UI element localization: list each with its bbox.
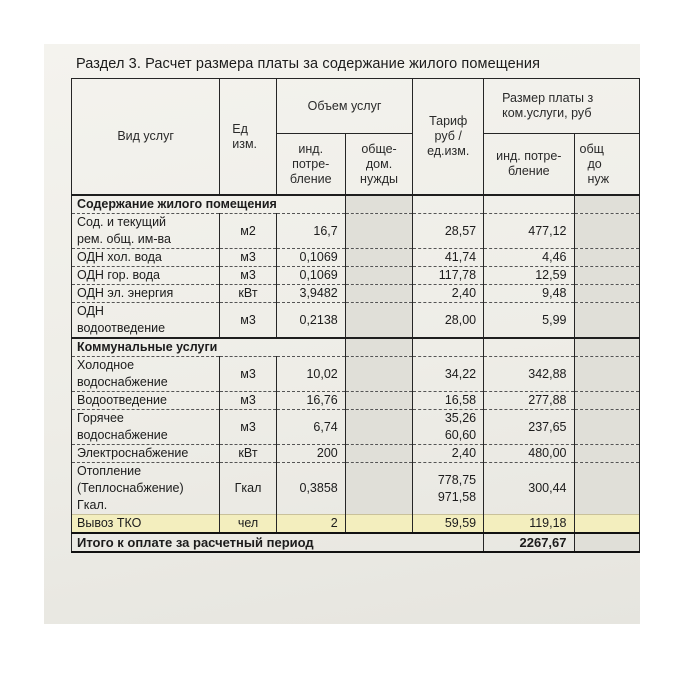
tariff-cell [413, 515, 484, 534]
volume-common-cell [345, 267, 413, 285]
amount-ind-cell: 277,88 [484, 392, 574, 410]
empty-cell [574, 195, 639, 214]
service-name [72, 249, 220, 267]
empty-cell [413, 195, 484, 214]
service-name [72, 285, 220, 303]
volume-common-cell [345, 357, 413, 392]
table-row [72, 249, 640, 267]
tariff-cell-line: 117,78 [438, 268, 477, 282]
volume-ind-cell: 200 [276, 445, 345, 463]
tariff-cell [413, 357, 484, 392]
service-name-line: ОДН хол. вода [77, 250, 162, 264]
service-name-line: Холодное [77, 358, 135, 372]
table-row [72, 445, 640, 463]
header-amount-line: Размер платы з [502, 91, 594, 105]
service-name-line: водоснабжение [77, 375, 168, 389]
tariff-cell-line: 778,75 [437, 472, 477, 487]
tariff-cell-line: 60,60 [444, 428, 477, 442]
unit-cell: м3 [220, 410, 276, 445]
service-name [72, 214, 220, 249]
empty-cell [484, 338, 574, 357]
tariff-cell [413, 410, 484, 445]
service-name-line: рем. общ. им-ва [77, 232, 171, 246]
unit-cell: м3 [220, 303, 276, 339]
header-line: инд. [298, 141, 324, 156]
group-header-row [72, 338, 640, 357]
amount-ind-cell: 4,46 [484, 249, 574, 267]
amount-ind-cell: 480,00 [484, 445, 574, 463]
amount-common-cell [574, 463, 639, 515]
header-line: бление [507, 164, 550, 178]
service-name-line: Электроснабжение [77, 446, 189, 460]
tariff-cell-line: 971,58 [437, 489, 477, 504]
service-name-line: водоотведение [77, 321, 166, 335]
unit-cell: кВт [220, 445, 276, 463]
total-amount: 2267,67 [484, 533, 574, 552]
volume-ind-cell: 0,1069 [276, 267, 345, 285]
table-row [72, 463, 640, 515]
amount-common-cell [574, 214, 639, 249]
unit-cell: м3 [220, 392, 276, 410]
tariff-cell-line: 2,40 [451, 446, 477, 460]
table-row [72, 515, 640, 534]
tariff-cell-line: 28,57 [444, 223, 477, 238]
header-unit-line: изм. [232, 136, 258, 151]
amount-ind-cell: 237,65 [484, 410, 574, 445]
amount-ind-cell: 342,88 [484, 357, 574, 392]
table-body [72, 195, 640, 552]
document-paper [44, 44, 640, 624]
tariff-cell-line: 34,22 [444, 366, 477, 381]
volume-common-cell [345, 445, 413, 463]
amount-common-cell [574, 515, 639, 534]
volume-common-cell [345, 303, 413, 339]
table-row [72, 214, 640, 249]
service-name-line: ОДН эл. энергия [77, 286, 174, 300]
group-title: Содержание жилого помещения [72, 195, 346, 214]
total-label: Итого к оплате за расчетный период [72, 533, 484, 552]
empty-cell [484, 195, 574, 214]
service-name [72, 445, 220, 463]
volume-common-cell [345, 214, 413, 249]
service-name [72, 463, 220, 515]
amount-ind-cell: 477,12 [484, 214, 574, 249]
tariff-cell [413, 445, 484, 463]
amount-common-cell [574, 392, 639, 410]
tariff-cell [413, 463, 484, 515]
tariff-cell [413, 392, 484, 410]
tariff-cell-line: 35,26 [444, 411, 477, 425]
unit-cell: м2 [220, 214, 276, 249]
table-header [72, 79, 640, 196]
amount-ind-cell: 300,44 [484, 463, 574, 515]
tariff-cell-line: 2,40 [451, 286, 477, 300]
header-amount-line: ком.услуги, руб [502, 106, 592, 120]
tariff-cell [413, 303, 484, 339]
service-name-line: Гкал. [77, 498, 108, 512]
service-name [72, 392, 220, 410]
volume-common-cell [345, 285, 413, 303]
volume-ind-cell: 0,1069 [276, 249, 345, 267]
header-line: до [587, 156, 602, 171]
table-row [72, 267, 640, 285]
amount-ind-cell: 12,59 [484, 267, 574, 285]
tariff-cell [413, 285, 484, 303]
volume-ind-cell: 3,9482 [276, 285, 345, 303]
service-name [72, 410, 220, 445]
volume-common-cell [345, 410, 413, 445]
empty-cell [413, 338, 484, 357]
amount-common-cell [574, 249, 639, 267]
group-title: Коммунальные услуги [72, 338, 346, 357]
volume-common-cell [345, 249, 413, 267]
header-unit-line: Ед [232, 121, 248, 136]
header-volume-ind [276, 134, 345, 196]
header-amount [484, 79, 640, 134]
header-line: бление [289, 171, 332, 186]
tariff-cell-line: 28,00 [444, 312, 477, 327]
amount-common-cell [574, 267, 639, 285]
header-service: Вид услуг [72, 79, 220, 196]
tariff-cell-line: 59,59 [444, 516, 477, 530]
amount-ind-cell: 5,99 [484, 303, 574, 339]
tariff-cell [413, 267, 484, 285]
table-row [72, 285, 640, 303]
header-line: общ [579, 141, 604, 156]
volume-ind-cell: 2 [276, 515, 345, 534]
service-name-line: Отопление [77, 464, 142, 478]
tariff-cell [413, 214, 484, 249]
charges-table [71, 78, 640, 553]
service-name-line: Сод. и текущий [77, 215, 167, 229]
amount-common-cell [574, 303, 639, 339]
header-volume-common [345, 134, 413, 196]
group-header-row [72, 195, 640, 214]
tariff-cell [413, 249, 484, 267]
amount-ind-cell: 9,48 [484, 285, 574, 303]
table-row [72, 303, 640, 339]
total-row [72, 533, 640, 552]
header-amount-common [574, 134, 639, 196]
service-name-line: (Теплоснабжение) [77, 481, 184, 495]
amount-common-cell [574, 445, 639, 463]
header-volume: Объем услуг [276, 79, 413, 134]
empty-cell [345, 338, 413, 357]
header-line: инд. потре- [496, 149, 562, 163]
table-row [72, 392, 640, 410]
service-name-line: водоснабжение [77, 428, 168, 442]
service-name [72, 303, 220, 339]
header-line: дом. [365, 156, 393, 171]
header-tariff-line: руб / [434, 129, 462, 143]
volume-ind-cell: 6,74 [276, 410, 345, 445]
unit-cell: м3 [220, 249, 276, 267]
amount-common-cell [574, 285, 639, 303]
header-line: обще- [361, 141, 397, 156]
volume-ind-cell: 16,7 [276, 214, 345, 249]
empty-cell [574, 533, 639, 552]
table-row [72, 357, 640, 392]
header-line: потре- [292, 156, 330, 171]
service-name-line: Горячее [77, 411, 124, 425]
service-name-line: Водоотведение [77, 393, 167, 407]
service-name [72, 515, 220, 534]
service-name [72, 357, 220, 392]
unit-cell: Гкал [220, 463, 276, 515]
volume-ind-cell: 16,76 [276, 392, 345, 410]
amount-common-cell [574, 357, 639, 392]
empty-cell [574, 338, 639, 357]
header-tariff [413, 79, 484, 196]
header-line: нуж [587, 171, 610, 186]
table-row [72, 410, 640, 445]
header-tariff-line: Тариф [429, 114, 468, 128]
unit-cell: м3 [220, 357, 276, 392]
unit-cell: чел [220, 515, 276, 534]
service-name-line: ОДН [77, 304, 104, 318]
volume-ind-cell: 10,02 [276, 357, 345, 392]
volume-ind-cell: 0,2138 [276, 303, 345, 339]
service-name [72, 267, 220, 285]
volume-common-cell [345, 392, 413, 410]
empty-cell [345, 195, 413, 214]
amount-common-cell [574, 410, 639, 445]
header-tariff-line: ед.изм. [427, 144, 470, 158]
header-unit [220, 79, 276, 196]
header-line: нужды [360, 171, 398, 186]
header-amount-ind [484, 134, 574, 196]
volume-common-cell [345, 463, 413, 515]
amount-ind-cell: 119,18 [484, 515, 574, 534]
tariff-cell-line: 41,74 [444, 250, 477, 264]
service-name-line: ОДН гор. вода [77, 268, 160, 282]
section-title: Раздел 3. Расчет размера платы за содержание жилого помещения [76, 56, 541, 72]
volume-common-cell [345, 515, 413, 534]
tariff-cell-line: 16,58 [444, 393, 477, 407]
service-name-line: Вывоз ТКО [77, 516, 142, 530]
unit-cell: кВт [220, 285, 276, 303]
volume-ind-cell: 0,3858 [276, 463, 345, 515]
unit-cell: м3 [220, 267, 276, 285]
